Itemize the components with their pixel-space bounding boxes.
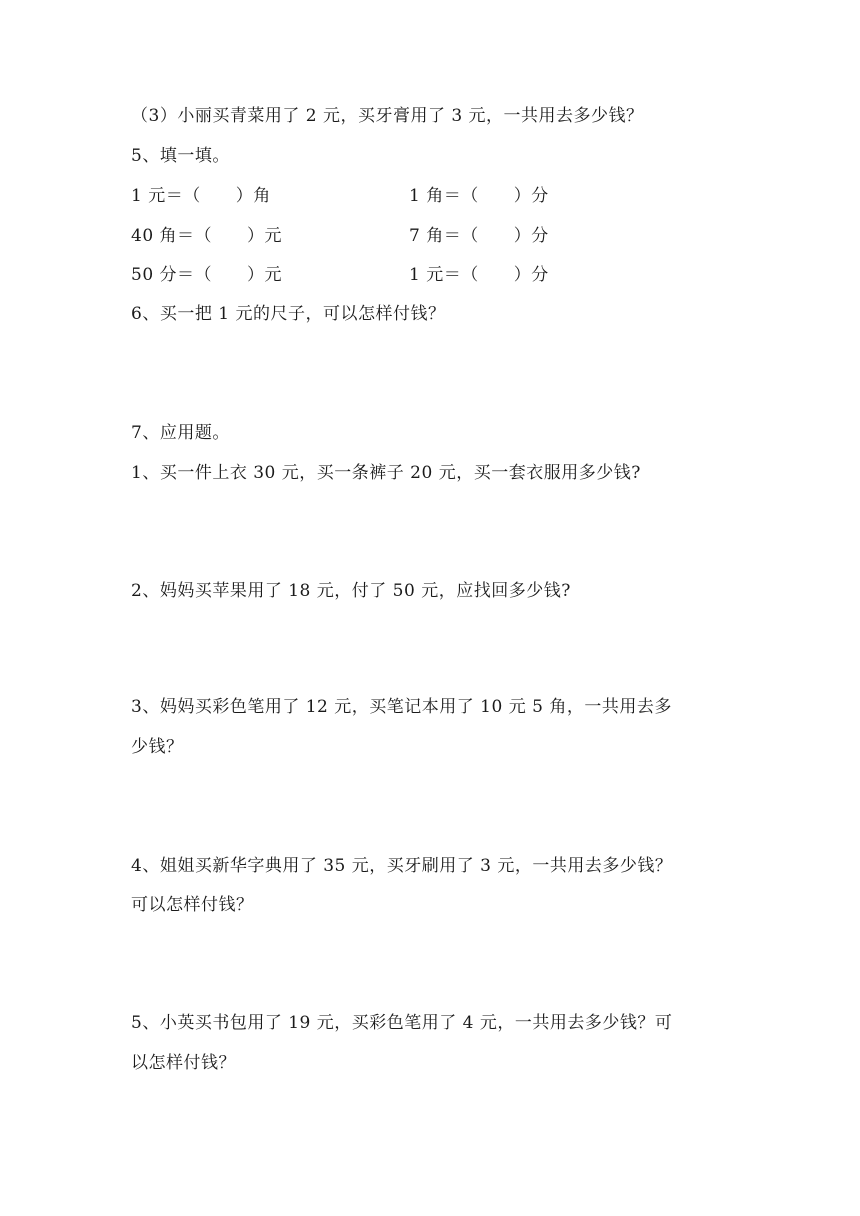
problem-5-line-2: 以怎样付钱？ bbox=[131, 1053, 236, 1073]
problem-4-line-1: 4、姐姐买新华字典用了 35 元，买牙刷用了 3 元，一共用去多少钱？ bbox=[131, 856, 673, 876]
fill-40-jiao-yuan: 40 角＝（ ）元 bbox=[131, 226, 283, 246]
fill-1-yuan-fen: 1 元＝（ ）分 bbox=[409, 265, 549, 285]
fill-1-yuan-jiao: 1 元＝（ ）角 bbox=[131, 186, 271, 206]
fill-7-jiao-fen: 7 角＝（ ）分 bbox=[409, 226, 549, 246]
fill-50-fen-yuan: 50 分＝（ ）元 bbox=[131, 265, 283, 285]
problem-2: 2、妈妈买苹果用了 18 元，付了 50 元，应找回多少钱? bbox=[131, 581, 571, 601]
section-5-title: 5、填一填。 bbox=[131, 146, 230, 166]
question-4-3: （3）小丽买青菜用了 2 元，买牙膏用了 3 元，一共用去多少钱？ bbox=[131, 106, 644, 126]
section-6-title: 6、买一把 1 元的尺子，可以怎样付钱？ bbox=[131, 304, 446, 324]
problem-4-line-2: 可以怎样付钱？ bbox=[131, 895, 254, 915]
problem-3-line-1: 3、妈妈买彩色笔用了 12 元，买笔记本用了 10 元 5 角，一共用去多 bbox=[131, 697, 672, 717]
problem-1: 1、买一件上衣 30 元，买一条裤子 20 元，买一套衣服用多少钱? bbox=[131, 463, 641, 483]
section-7-title: 7、应用题。 bbox=[131, 423, 230, 443]
fill-1-jiao-fen: 1 角＝（ ）分 bbox=[409, 186, 549, 206]
problem-5-line-1: 5、小英买书包用了 19 元，买彩色笔用了 4 元，一共用去多少钱？可 bbox=[131, 1013, 673, 1033]
problem-3-line-2: 少钱？ bbox=[131, 737, 184, 757]
